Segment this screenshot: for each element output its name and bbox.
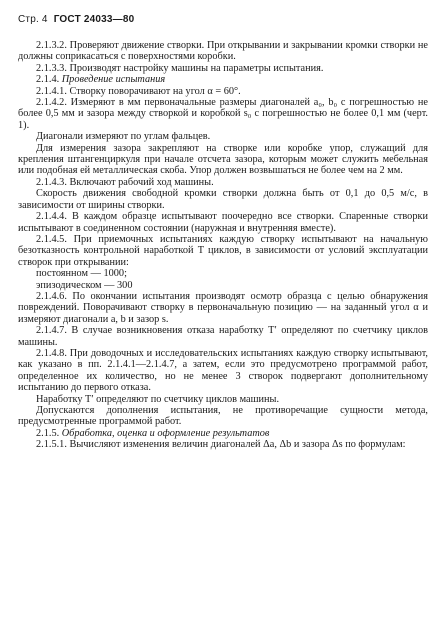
section-heading-2-1-5 [18,428,428,439]
paragraph-2-1-5-1: 2.1.5.1. Вычисляют изменения величин диагоналей Δa, Δb и зазора Δs по формулам: [36,439,406,451]
paragraph-2-1-4-5: 2.1.4.5. При приемочных испытаниях каждую створку испытывают на начальную безотказность контрольной наработкой T циклов, в зависимости от условий эксплуатации створок при открывании: [18,233,428,268]
section-title: Проведение испытания [61,74,166,86]
paragraph-2-1-4-1: 2.1.4.1. Створку поворачивают на угол α = 60°. [36,85,241,97]
paragraph-2-1-4-4: 2.1.4.4. В каждом образце испытывают поочередно все створки. Спаренные створки испытывают в соединенном состоянии (наружная и внутренняя вместе). [18,211,428,234]
paragraph-speed: Скорость движения свободной кромки створки должна быть от 0,1 до 0,5 м/с, в зависимости от ширины створки. [18,188,428,211]
paragraph-2-1-4-8: 2.1.4.8. При доводочных и исследовательских испытаниях каждую створку испытывают, как указано в пп. 2.1.4.1—2.1.4.7, а затем, если это предусмотрено программой работ, определенное их количество, но не менее 3 створок подвергают дополнительному испытанию до первого отказа. [18,347,428,394]
paragraph-2-1-4-6: 2.1.4.6. По окончании испытания производят осмотр образца с целью обнаружения повреждений. Поворачивают створку в первоначальную позицию — на заданный угол α и измеряют диагонали a, b и зазор s. [18,290,428,325]
section-title: Обработка, оценка и оформление результатов [61,427,270,439]
paragraph-gap-measure: Для измерения зазора закрепляют на створке или коробке упор, служащий для крепления штангенциркуля при начале отсчета зазора, которым может служить мебельная или подобная ей металлическая скоба. Упор должен возвышаться не более чем на 2 мм. [18,142,428,177]
section-heading-2-1-4 [18,74,428,85]
page-number: Стр. 4 [18,14,48,25]
paragraph-diagonals: Диагонали измеряют по углам фальцев. [36,131,211,143]
document-body [18,40,428,451]
standard-number: ГОСТ 24033—80 [53,14,135,25]
paragraph-2-1-4-7: 2.1.4.7. В случае возникновения отказа наработку T′ определяют по счетчику циклов машины. [18,325,428,348]
page-header [18,14,134,25]
paragraph-2-1-4-3: 2.1.4.3. Включают рабочий ход машины. [36,176,214,188]
paragraph-runtime: Наработку T′ определяют по счетчику циклов машины. [36,393,280,405]
paragraph-2-1-3-3: 2.1.3.3. Производят настройку машины на параметры испытания. [36,62,324,74]
list-item-constant: постоянном — 1000; [36,268,127,280]
section-number: 2.1.4. [36,74,62,86]
list-item-episodic: эпизодическом — 300 [36,279,133,291]
paragraph-2-1-4-2: 2.1.4.2. Измеряют в мм первоначальные размеры диагоналей a₀, b₀ с погрешностью не более 0,5 мм и зазора между створкой и коробкой s₀ с погрешностью не более 0,1 мм (черт. 1). [18,97,428,131]
section-number: 2.1.5. [36,427,62,439]
paragraph-additions: Допускаются дополнения испытания, не противоречащие сущности метода, предусмотренные программой работ. [18,405,428,428]
paragraph-2-1-3-2: 2.1.3.2. Проверяют движение створки. При открывании и закрывании кромки створки не должны соприкасаться с поверхностями коробки. [18,40,428,63]
